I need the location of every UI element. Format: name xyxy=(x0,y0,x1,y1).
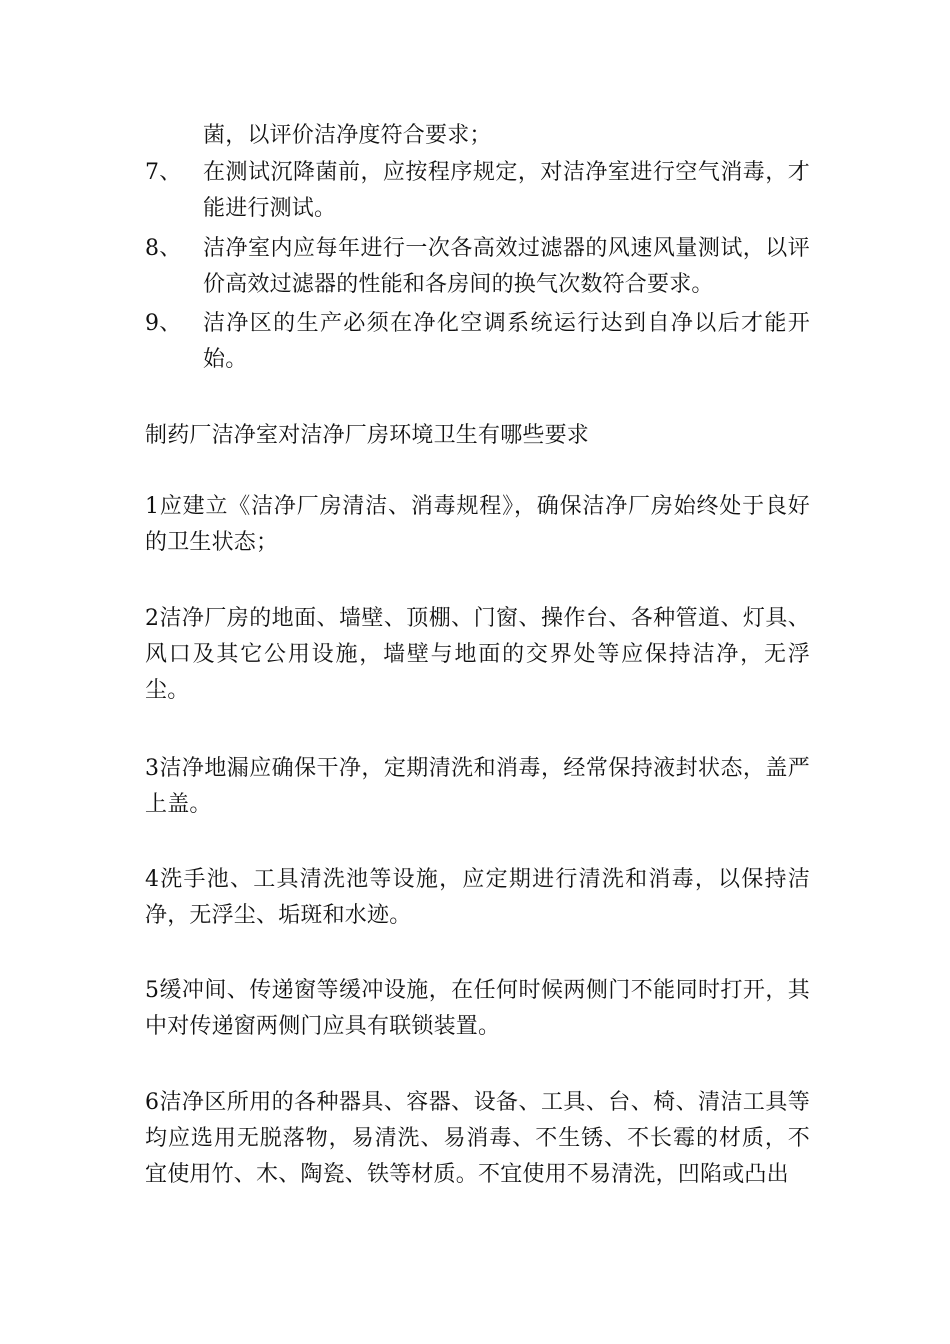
paragraph-4: 4洗手池、工具清洗池等设施，应定期进行清洗和消毒，以保持洁净，无浮尘、垢斑和水迹。 xyxy=(145,867,810,928)
list-item-text: 洁净室内应每年进行一次各高效过滤器的风速风量测试，以评价高效过滤器的性能和各房间的换气次数符合要求。 xyxy=(203,236,810,297)
list-item-7 xyxy=(145,155,810,227)
list-item-continuation: 菌，以评价洁净度符合要求； xyxy=(203,123,492,148)
list-item-number: 8、 xyxy=(145,236,182,261)
list-item-number: 7、 xyxy=(145,160,182,185)
list-item-text: 洁净区的生产必须在净化空调系统运行达到自净以后才能开始。 xyxy=(203,311,810,372)
list-item-8 xyxy=(145,231,810,303)
paragraph-3: 3洁净地漏应确保干净，定期清洗和消毒，经常保持液封状态，盖严上盖。 xyxy=(145,756,810,817)
list-item-number: 9、 xyxy=(145,311,182,336)
paragraph-5: 5缓冲间、传递窗等缓冲设施，在任何时候两侧门不能同时打开，其中对传递窗两侧门应具有联锁装置。 xyxy=(145,978,810,1039)
paragraph-2: 2洁净厂房的地面、墙壁、顶棚、门窗、操作台、各种管道、灯具、风口及其它公用设施，墙壁与地面的交界处等应保持洁净，无浮尘。 xyxy=(145,606,810,703)
list-item-text: 在测试沉降菌前，应按程序规定，对洁净室进行空气消毒，才能进行测试。 xyxy=(203,160,810,221)
list-item-9 xyxy=(145,306,810,378)
section-heading: 制药厂洁净室对洁净厂房环境卫生有哪些要求 xyxy=(145,423,590,448)
paragraph-1: 1应建立《洁净厂房清洁、消毒规程》，确保洁净厂房始终处于良好的卫生状态； xyxy=(145,494,810,555)
paragraph-6: 6洁净区所用的各种器具、容器、设备、工具、台、椅、清洁工具等均应选用无脱落物，易清洗、易消毒、不生锈、不长霉的材质，不宜使用竹、木、陶瓷、铁等材质。不宜使用不易清洗，凹陷或凸出 xyxy=(145,1090,810,1187)
